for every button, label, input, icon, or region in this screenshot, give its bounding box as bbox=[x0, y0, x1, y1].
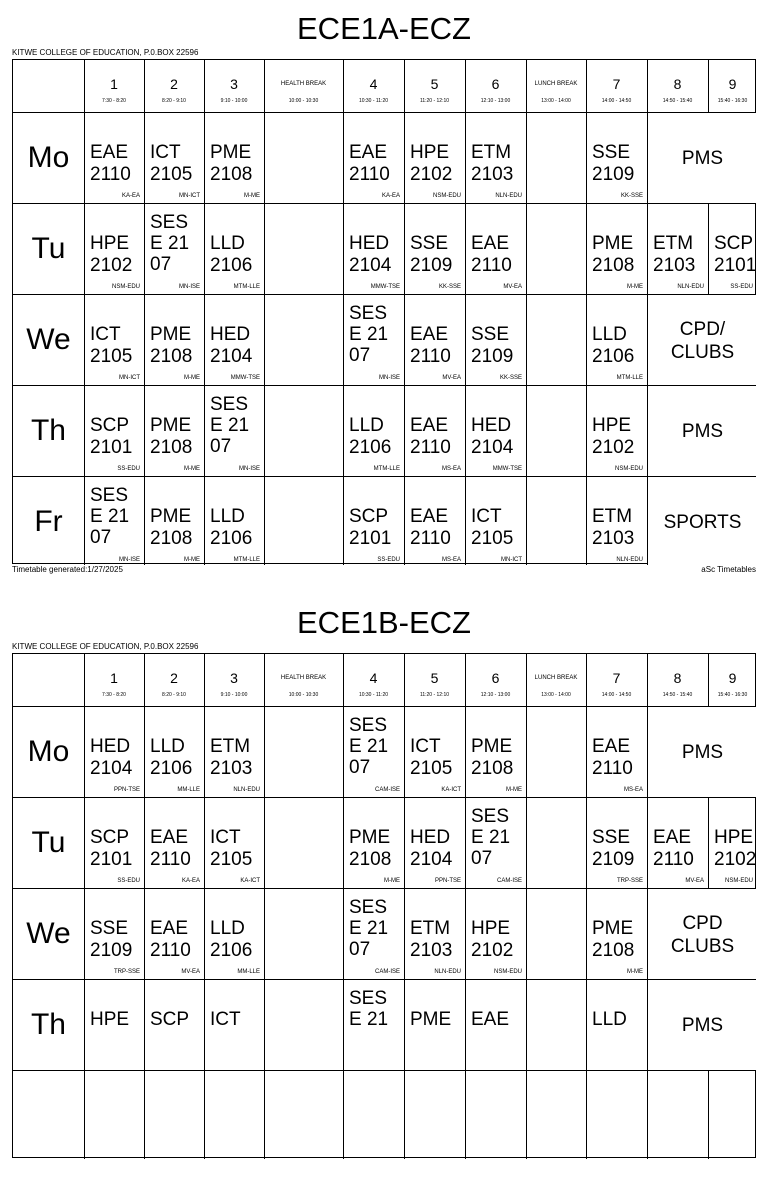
activity-label: PMS bbox=[681, 742, 724, 763]
teacher-code: M-ME bbox=[627, 969, 643, 975]
period-time: 9:10 - 10:00 bbox=[220, 98, 248, 104]
teacher-code: CAM-ISE bbox=[374, 969, 400, 975]
subject-code: HED 2104 bbox=[349, 233, 392, 276]
subject-code: LLD 2106 bbox=[150, 736, 193, 779]
subject-code: EAE 2110 bbox=[90, 142, 131, 185]
lesson-cell[interactable] bbox=[84, 979, 144, 1070]
teacher-code: MN-ISE bbox=[179, 284, 200, 290]
teacher-code: TRP-SSE bbox=[616, 878, 643, 884]
period-number: 2 bbox=[170, 670, 178, 686]
activity-block[interactable] bbox=[648, 113, 757, 203]
teacher-code: MS-EA bbox=[441, 466, 461, 472]
subject-code: EAE 2110 bbox=[349, 142, 390, 185]
subject-code: ICT 2105 bbox=[90, 324, 133, 367]
lesson-cell[interactable] bbox=[465, 203, 526, 294]
school-name: KITWE COLLEGE OF EDUCATION, P.0.BOX 22596 bbox=[12, 642, 199, 651]
period-number: 2 bbox=[170, 76, 178, 92]
teacher-code: M-ME bbox=[184, 375, 200, 381]
subject-code: SES E 21 07 bbox=[349, 303, 389, 366]
teacher-code: MN-ISE bbox=[239, 466, 260, 472]
period-time: 12:10 - 13:00 bbox=[480, 98, 511, 104]
period-header bbox=[708, 60, 757, 112]
subject-code: ICT 2105 bbox=[471, 506, 514, 549]
lesson-cell[interactable] bbox=[404, 979, 465, 1070]
grid-line bbox=[526, 60, 527, 565]
period-time: 15:40 - 16:30 bbox=[717, 98, 748, 104]
lesson-cell[interactable] bbox=[586, 888, 647, 979]
day-label: Th bbox=[30, 1008, 66, 1041]
subject-code: HED 2104 bbox=[410, 827, 453, 870]
activity-block[interactable] bbox=[648, 980, 757, 1070]
period-header bbox=[264, 654, 343, 706]
lesson-cell[interactable] bbox=[84, 203, 144, 294]
teacher-code: KA-ICT bbox=[240, 878, 260, 884]
subject-code: PME 2108 bbox=[349, 827, 392, 870]
teacher-code: KA-EA bbox=[381, 193, 400, 199]
subject-code: PME 2108 bbox=[150, 506, 193, 549]
period-number: 9 bbox=[728, 670, 737, 686]
generated-date: Timetable generated:1/27/2025 bbox=[12, 565, 123, 574]
subject-code: LLD 2106 bbox=[210, 233, 253, 276]
grid-line bbox=[13, 1070, 756, 1071]
lesson-cell[interactable] bbox=[586, 476, 647, 567]
teacher-code: KA-EA bbox=[181, 878, 200, 884]
teacher-code: MMW-TSE bbox=[370, 284, 400, 290]
subject-code: SSE 2109 bbox=[592, 827, 635, 870]
subject-code: PME 2108 bbox=[210, 142, 253, 185]
timetable-grid bbox=[12, 59, 756, 564]
period-time: 14:00 - 14:50 bbox=[601, 98, 632, 104]
teacher-code: SS-EDU bbox=[377, 557, 400, 563]
activity-label: PMS bbox=[681, 421, 724, 442]
activity-label: PMS bbox=[681, 148, 724, 169]
teacher-code: NLN-EDU bbox=[434, 969, 461, 975]
teacher-code: KK-SSE bbox=[438, 284, 461, 290]
lesson-cell[interactable] bbox=[404, 385, 465, 476]
activity-block[interactable] bbox=[648, 386, 757, 476]
subject-code: PME 2108 bbox=[150, 415, 193, 458]
lesson-cell[interactable] bbox=[204, 294, 264, 385]
grid-line bbox=[264, 654, 265, 1159]
lesson-cell[interactable] bbox=[586, 294, 647, 385]
subject-code: PME 2108 bbox=[471, 736, 514, 779]
subject-code: LLD 2106 bbox=[210, 918, 253, 961]
teacher-code: MTM-LLE bbox=[233, 284, 260, 290]
lesson-cell[interactable] bbox=[708, 203, 757, 294]
period-header bbox=[84, 60, 144, 112]
period-number: 3 bbox=[230, 76, 238, 92]
lesson-cell[interactable] bbox=[404, 112, 465, 203]
period-number: 8 bbox=[673, 76, 682, 92]
subject-code: HPE bbox=[90, 1009, 130, 1030]
subject-code: SES E 21 07 bbox=[471, 806, 511, 869]
teacher-code: NSM-EDU bbox=[615, 466, 643, 472]
subject-code: PME 2108 bbox=[150, 324, 193, 367]
subject-code: SCP 2101 bbox=[90, 827, 133, 870]
period-header bbox=[647, 654, 708, 706]
lesson-cell[interactable] bbox=[204, 888, 264, 979]
activity-label: CPD CLUBS bbox=[670, 912, 735, 957]
teacher-code: KK-SSE bbox=[499, 375, 522, 381]
teacher-code: CAM-ISE bbox=[496, 878, 522, 884]
period-number: 6 bbox=[491, 670, 500, 686]
subject-code: SSE 2109 bbox=[90, 918, 133, 961]
lesson-cell[interactable] bbox=[465, 385, 526, 476]
period-time: 10:30 - 11:20 bbox=[358, 692, 389, 698]
subject-code: PME bbox=[410, 1009, 452, 1030]
subject-code: SES E 21 07 bbox=[150, 212, 190, 275]
subject-code: SSE 2109 bbox=[410, 233, 453, 276]
period-time: 11:20 - 12:10 bbox=[419, 98, 450, 104]
day-label: We bbox=[26, 917, 71, 950]
teacher-code: MN-ICT bbox=[179, 193, 200, 199]
subject-code: SCP bbox=[150, 1009, 190, 1030]
subject-code: HPE 2102 bbox=[592, 415, 635, 458]
teacher-code: MTM-LLE bbox=[616, 375, 643, 381]
lesson-cell[interactable] bbox=[404, 797, 465, 888]
subject-code: EAE 2110 bbox=[471, 233, 512, 276]
period-number: 7 bbox=[612, 76, 621, 92]
activity-label: PMS bbox=[681, 1015, 724, 1036]
period-number: 6 bbox=[491, 76, 500, 92]
teacher-code: MV-EA bbox=[685, 878, 704, 884]
lesson-cell[interactable] bbox=[404, 476, 465, 567]
subject-code: ICT bbox=[210, 1009, 241, 1030]
lesson-cell[interactable] bbox=[84, 385, 144, 476]
lesson-cell[interactable] bbox=[204, 385, 264, 476]
lesson-cell[interactable] bbox=[84, 888, 144, 979]
day-label: We bbox=[26, 323, 71, 356]
teacher-code: NSM-EDU bbox=[433, 193, 461, 199]
subject-code: SES E 21 07 bbox=[90, 485, 130, 548]
lesson-cell[interactable] bbox=[343, 979, 404, 1070]
lesson-cell[interactable] bbox=[404, 294, 465, 385]
lesson-cell[interactable] bbox=[343, 888, 404, 979]
period-header bbox=[465, 654, 526, 706]
teacher-code: MM-LLE bbox=[237, 969, 260, 975]
lesson-cell[interactable] bbox=[84, 706, 144, 797]
sheet-title: ECE1B-ECZ bbox=[297, 605, 471, 640]
lesson-cell[interactable] bbox=[708, 797, 757, 888]
period-header bbox=[708, 654, 757, 706]
lesson-cell[interactable] bbox=[204, 706, 264, 797]
lesson-cell[interactable] bbox=[465, 888, 526, 979]
lesson-cell[interactable] bbox=[343, 203, 404, 294]
lesson-cell[interactable] bbox=[204, 797, 264, 888]
period-time: 7:30 - 8:20 bbox=[102, 692, 126, 698]
subject-code: SCP 2101 bbox=[349, 506, 392, 549]
subject-code: PME 2108 bbox=[592, 918, 635, 961]
subject-code: HED 2104 bbox=[471, 415, 514, 458]
lesson-cell[interactable] bbox=[204, 979, 264, 1070]
period-time: 12:10 - 13:00 bbox=[480, 692, 511, 698]
lesson-cell[interactable] bbox=[586, 706, 647, 797]
subject-code: SES E 21 bbox=[349, 988, 389, 1030]
subject-code: HED 2104 bbox=[90, 736, 133, 779]
lesson-cell[interactable] bbox=[343, 706, 404, 797]
lesson-cell[interactable] bbox=[343, 112, 404, 203]
lesson-cell[interactable] bbox=[586, 203, 647, 294]
teacher-code: MTM-LLE bbox=[373, 466, 400, 472]
subject-code: ETM 2103 bbox=[210, 736, 253, 779]
period-number: 7 bbox=[612, 670, 621, 686]
subject-code: HPE 2102 bbox=[714, 827, 757, 870]
teacher-code: M-ME bbox=[384, 878, 400, 884]
break-label: LUNCH BREAK bbox=[534, 81, 578, 87]
teacher-code: CAM-ISE bbox=[374, 787, 400, 793]
lesson-cell[interactable] bbox=[586, 385, 647, 476]
period-number: 5 bbox=[430, 76, 439, 92]
period-header bbox=[84, 654, 144, 706]
lesson-cell[interactable] bbox=[404, 706, 465, 797]
subject-code: ICT 2105 bbox=[210, 827, 253, 870]
teacher-code: MM-LLE bbox=[177, 787, 200, 793]
day-label: Mo bbox=[27, 735, 70, 768]
subject-code: EAE 2110 bbox=[592, 736, 633, 779]
lesson-cell[interactable] bbox=[204, 203, 264, 294]
subject-code: SES E 21 07 bbox=[349, 715, 389, 778]
day-label: Th bbox=[30, 414, 66, 447]
lesson-cell[interactable] bbox=[144, 888, 204, 979]
period-number: 1 bbox=[110, 76, 118, 92]
activity-block[interactable] bbox=[648, 889, 757, 979]
lesson-cell[interactable] bbox=[586, 797, 647, 888]
break-label: LUNCH BREAK bbox=[534, 675, 578, 681]
teacher-code: MN-ICT bbox=[501, 557, 522, 563]
subject-code: LLD 2106 bbox=[210, 506, 253, 549]
lesson-cell[interactable] bbox=[84, 112, 144, 203]
lesson-cell[interactable] bbox=[465, 979, 526, 1070]
period-time: 10:00 - 10:30 bbox=[288, 98, 319, 104]
period-header bbox=[526, 60, 586, 112]
subject-code: EAE bbox=[471, 1009, 510, 1030]
lesson-cell[interactable] bbox=[647, 797, 708, 888]
teacher-code: NSM-EDU bbox=[725, 878, 753, 884]
activity-block[interactable] bbox=[648, 707, 757, 797]
period-header bbox=[343, 60, 404, 112]
period-header bbox=[526, 654, 586, 706]
teacher-code: M-ME bbox=[244, 193, 260, 199]
lesson-cell[interactable] bbox=[84, 797, 144, 888]
lesson-cell[interactable] bbox=[144, 385, 204, 476]
subject-code: LLD 2106 bbox=[349, 415, 392, 458]
lesson-cell[interactable] bbox=[84, 476, 144, 567]
teacher-code: MN-ISE bbox=[119, 557, 140, 563]
lesson-cell[interactable] bbox=[586, 112, 647, 203]
teacher-code: M-ME bbox=[184, 557, 200, 563]
subject-code: EAE 2110 bbox=[653, 827, 694, 870]
subject-code: HPE 2102 bbox=[471, 918, 514, 961]
grid-line bbox=[264, 60, 265, 565]
timetable-sheet bbox=[0, 594, 768, 1188]
teacher-code: PPN-TSE bbox=[434, 878, 461, 884]
teacher-code: SS-EDU bbox=[117, 466, 140, 472]
subject-code: HPE 2102 bbox=[90, 233, 133, 276]
subject-code: SES E 21 07 bbox=[210, 394, 250, 457]
sheet-title: ECE1A-ECZ bbox=[297, 11, 471, 46]
period-time: 11:20 - 12:10 bbox=[419, 692, 450, 698]
subject-code: SCP 2101 bbox=[90, 415, 133, 458]
period-time: 8:20 - 9:10 bbox=[162, 98, 186, 104]
school-name: KITWE COLLEGE OF EDUCATION, P.0.BOX 22596 bbox=[12, 48, 199, 57]
period-header bbox=[144, 654, 204, 706]
subject-code: LLD bbox=[592, 1009, 627, 1030]
day-label: Mo bbox=[27, 141, 70, 174]
subject-code: HED 2104 bbox=[210, 324, 253, 367]
activity-block[interactable] bbox=[648, 295, 757, 385]
subject-code: ETM 2103 bbox=[410, 918, 453, 961]
teacher-code: MS-EA bbox=[623, 787, 643, 793]
subject-code: EAE 2110 bbox=[150, 918, 191, 961]
teacher-code: MS-EA bbox=[441, 557, 461, 563]
lesson-cell[interactable] bbox=[204, 476, 264, 567]
subject-code: EAE 2110 bbox=[410, 506, 451, 549]
period-header bbox=[586, 654, 647, 706]
subject-code: ICT 2105 bbox=[150, 142, 193, 185]
subject-code: ETM 2103 bbox=[653, 233, 696, 276]
teacher-code: NLN-EDU bbox=[233, 787, 260, 793]
period-number: 9 bbox=[728, 76, 737, 92]
period-number: 4 bbox=[369, 76, 378, 92]
subject-code: ETM 2103 bbox=[471, 142, 514, 185]
subject-code: HPE 2102 bbox=[410, 142, 453, 185]
period-time: 13:00 - 14:00 bbox=[541, 692, 571, 698]
activity-label: SPORTS bbox=[663, 512, 742, 533]
period-time: 14:00 - 14:50 bbox=[601, 692, 632, 698]
period-header bbox=[204, 60, 264, 112]
period-header bbox=[144, 60, 204, 112]
period-header bbox=[343, 654, 404, 706]
grid-line bbox=[526, 654, 527, 1159]
subject-code: SCP 2101 bbox=[714, 233, 757, 276]
subject-code: LLD 2106 bbox=[592, 324, 635, 367]
teacher-code: NSM-EDU bbox=[494, 969, 522, 975]
subject-code: ETM 2103 bbox=[592, 506, 635, 549]
teacher-code: NLN-EDU bbox=[616, 557, 643, 563]
period-number: 1 bbox=[110, 670, 118, 686]
day-label: Fr bbox=[34, 505, 63, 538]
period-number: 8 bbox=[673, 670, 682, 686]
lesson-cell[interactable] bbox=[144, 112, 204, 203]
lesson-cell[interactable] bbox=[404, 888, 465, 979]
lesson-cell[interactable] bbox=[204, 112, 264, 203]
teacher-code: M-ME bbox=[627, 284, 643, 290]
teacher-code: KK-SSE bbox=[620, 193, 643, 199]
teacher-code: MV-EA bbox=[442, 375, 461, 381]
lesson-cell[interactable] bbox=[465, 476, 526, 567]
teacher-code: KA-ICT bbox=[441, 787, 461, 793]
lesson-cell[interactable] bbox=[343, 294, 404, 385]
teacher-code: MN-ICT bbox=[119, 375, 140, 381]
teacher-code: NLN-EDU bbox=[495, 193, 522, 199]
lesson-cell[interactable] bbox=[144, 706, 204, 797]
teacher-code: SS-EDU bbox=[117, 878, 140, 884]
lesson-cell[interactable] bbox=[144, 294, 204, 385]
break-label: HEALTH BREAK bbox=[280, 675, 327, 681]
teacher-code: MV-EA bbox=[181, 969, 200, 975]
lesson-cell[interactable] bbox=[647, 203, 708, 294]
teacher-code: NSM-EDU bbox=[112, 284, 140, 290]
day-label: Tu bbox=[31, 826, 66, 859]
period-time: 7:30 - 8:20 bbox=[102, 98, 126, 104]
teacher-code: MV-EA bbox=[503, 284, 522, 290]
period-number: 4 bbox=[369, 670, 378, 686]
teacher-code: TRP-SSE bbox=[113, 969, 140, 975]
period-time: 10:00 - 10:30 bbox=[288, 692, 319, 698]
teacher-code: MTM-LLE bbox=[233, 557, 260, 563]
period-header bbox=[404, 60, 465, 112]
subject-code: PME 2108 bbox=[592, 233, 635, 276]
period-time: 14:50 - 15:40 bbox=[662, 98, 693, 104]
lesson-cell[interactable] bbox=[586, 979, 647, 1070]
teacher-code: PPN-TSE bbox=[113, 787, 140, 793]
break-label: HEALTH BREAK bbox=[280, 81, 327, 87]
lesson-cell[interactable] bbox=[465, 112, 526, 203]
period-header bbox=[465, 60, 526, 112]
period-time: 9:10 - 10:00 bbox=[220, 692, 248, 698]
teacher-code: NLN-EDU bbox=[677, 284, 704, 290]
teacher-code: MN-ISE bbox=[379, 375, 400, 381]
lesson-cell[interactable] bbox=[144, 979, 204, 1070]
lesson-cell[interactable] bbox=[465, 706, 526, 797]
period-header bbox=[647, 60, 708, 112]
teacher-code: M-ME bbox=[506, 787, 522, 793]
teacher-code: M-ME bbox=[184, 466, 200, 472]
lesson-cell[interactable] bbox=[343, 797, 404, 888]
period-time: 13:00 - 14:00 bbox=[541, 98, 571, 104]
subject-code: SSE 2109 bbox=[592, 142, 635, 185]
lesson-cell[interactable] bbox=[465, 294, 526, 385]
period-header bbox=[204, 654, 264, 706]
period-header bbox=[586, 60, 647, 112]
lesson-cell[interactable] bbox=[343, 385, 404, 476]
period-time: 14:50 - 15:40 bbox=[662, 692, 693, 698]
teacher-code: MMW-TSE bbox=[492, 466, 522, 472]
teacher-code: KA-EA bbox=[121, 193, 140, 199]
period-header bbox=[404, 654, 465, 706]
subject-code: SES E 21 07 bbox=[349, 897, 389, 960]
subject-code: EAE 2110 bbox=[150, 827, 191, 870]
subject-code: ICT 2105 bbox=[410, 736, 453, 779]
teacher-code: MMW-TSE bbox=[230, 375, 260, 381]
lesson-cell[interactable] bbox=[144, 797, 204, 888]
activity-label: CPD/ CLUBS bbox=[670, 318, 735, 363]
period-time: 10:30 - 11:20 bbox=[358, 98, 389, 104]
period-time: 15:40 - 16:30 bbox=[717, 692, 748, 698]
subject-code: EAE 2110 bbox=[410, 324, 451, 367]
lesson-cell[interactable] bbox=[343, 476, 404, 567]
period-time: 8:20 - 9:10 bbox=[162, 692, 186, 698]
teacher-code: SS-EDU bbox=[730, 284, 753, 290]
lesson-cell[interactable] bbox=[144, 476, 204, 567]
lesson-cell[interactable] bbox=[144, 203, 204, 294]
period-number: 5 bbox=[430, 670, 439, 686]
subject-code: SSE 2109 bbox=[471, 324, 514, 367]
activity-block[interactable] bbox=[648, 477, 757, 567]
generator-credit: aSc Timetables bbox=[701, 565, 756, 574]
timetable-grid bbox=[12, 653, 756, 1158]
lesson-cell[interactable] bbox=[404, 203, 465, 294]
period-number: 3 bbox=[230, 670, 238, 686]
day-label: Tu bbox=[31, 232, 66, 265]
subject-code: EAE 2110 bbox=[410, 415, 451, 458]
lesson-cell[interactable] bbox=[465, 797, 526, 888]
period-header bbox=[264, 60, 343, 112]
lesson-cell[interactable] bbox=[84, 294, 144, 385]
